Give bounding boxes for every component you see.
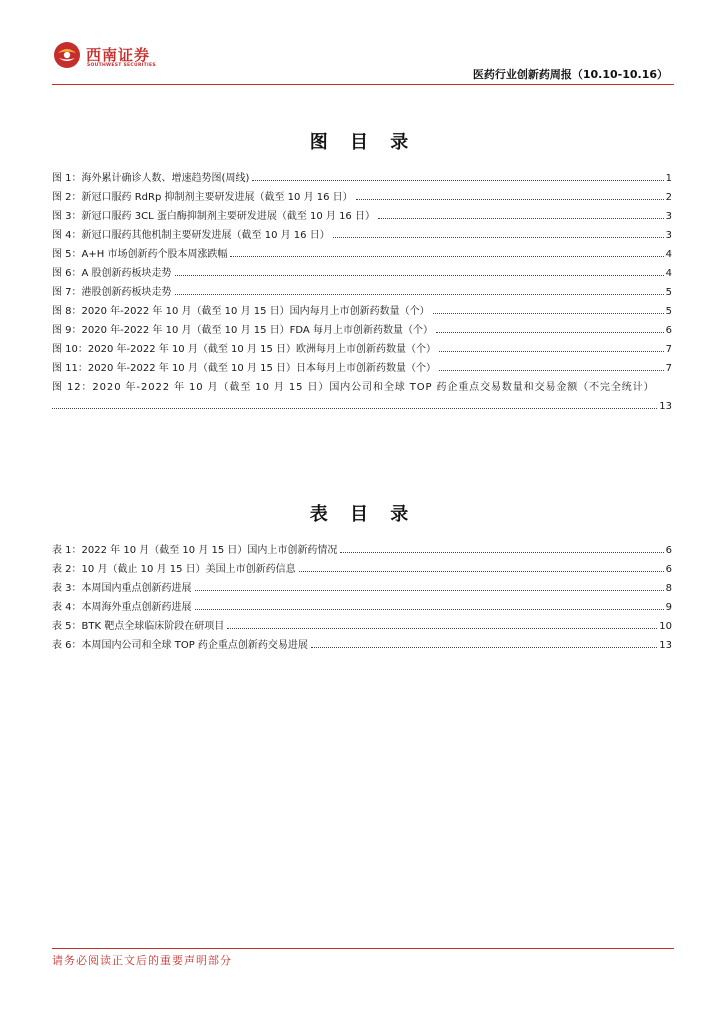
toc-item-page: 8	[665, 583, 672, 594]
figures-toc-title: 图 目 录	[309, 132, 417, 153]
toc-item-page: 9	[665, 602, 672, 613]
tables-toc	[52, 541, 672, 655]
logo-text-en: SOUTHWEST SECURITIES	[87, 63, 156, 68]
header-divider	[52, 84, 674, 85]
toc-leader-dots	[433, 313, 664, 314]
tables-toc-title: 表 目 录	[309, 504, 417, 525]
toc-item-figure-7[interactable]	[52, 283, 672, 302]
toc-item-page: 1	[665, 173, 672, 184]
toc-item-label: 图 12：2020 年-2022 年 10 月（截至 10 月 15 日）国内公司和全球 TOP 药企重点交易数量和交易金额（不完全统计）	[52, 382, 655, 393]
toc-item-page: 7	[665, 344, 672, 355]
toc-leader-dots	[175, 294, 664, 295]
toc-item-label: 图 9：2020 年-2022 年 10 月（截至 10 月 15 日）FDA 每月上市创新药数量（个）	[52, 325, 433, 336]
toc-item-figure-12[interactable]	[52, 378, 672, 416]
toc-item-label: 图 5：A+H 市场创新药个股本周涨跌幅	[52, 249, 228, 260]
toc-leader-dots	[378, 218, 664, 219]
toc-item-page: 5	[665, 287, 672, 298]
toc-item-page: 5	[665, 306, 672, 317]
toc-item-figure-8[interactable]	[52, 302, 672, 321]
toc-leader-dots	[311, 647, 657, 648]
toc-item-figure-5[interactable]	[52, 245, 672, 264]
toc-item-label: 图 10：2020 年-2022 年 10 月（截至 10 月 15 日）欧洲每月上市创新药数量（个）	[52, 344, 437, 355]
toc-leader-dots	[439, 351, 664, 352]
toc-leader-dots	[195, 609, 664, 610]
toc-item-page: 13	[659, 640, 672, 651]
toc-item-table-4[interactable]	[52, 598, 672, 617]
logo-emblem-icon	[52, 40, 82, 70]
toc-item-page: 4	[665, 268, 672, 279]
toc-item-figure-4[interactable]	[52, 226, 672, 245]
toc-item-label: 表 2：10 月（截止 10 月 15 日）美国上市创新药信息	[52, 564, 296, 575]
toc-item-figure-10[interactable]	[52, 340, 672, 359]
toc-leader-dots	[230, 256, 663, 257]
toc-item-label: 图 4：新冠口服药其他机制主要研发进展（截至 10 月 16 日）	[52, 230, 330, 241]
toc-item-table-1[interactable]	[52, 541, 672, 560]
toc-item-label: 图 8：2020 年-2022 年 10 月（截至 10 月 15 日）国内每月上市创新药数量（个）	[52, 306, 430, 317]
toc-item-label: 表 4：本周海外重点创新药进展	[52, 602, 192, 613]
figures-toc	[52, 169, 672, 416]
toc-item-page: 6	[665, 564, 672, 575]
toc-leader-dots	[439, 370, 664, 371]
toc-item-label: 图 3：新冠口服药 3CL 蛋白酶抑制剂主要研发进展（截至 10 月 16 日）	[52, 211, 375, 222]
toc-item-label: 表 1：2022 年 10 月（截至 10 月 15 日）国内上市创新药情况	[52, 545, 338, 556]
toc-leader-dots	[436, 332, 664, 333]
toc-item-page: 6	[665, 545, 672, 556]
toc-leader-dots	[195, 590, 664, 591]
toc-item-page: 4	[665, 249, 672, 260]
company-logo	[52, 40, 252, 76]
toc-item-page: 6	[665, 325, 672, 336]
toc-item-table-2[interactable]	[52, 560, 672, 579]
toc-leader-dots	[356, 199, 664, 200]
toc-leader-dots	[227, 628, 657, 629]
toc-item-label: 图 1：海外累计确诊人数、增速趋势图(周线)	[52, 173, 250, 184]
logo-text-cn: 西南证券	[86, 46, 151, 64]
toc-item-figure-2[interactable]	[52, 188, 672, 207]
toc-leader-dots	[175, 275, 664, 276]
toc-item-table-5[interactable]	[52, 617, 672, 636]
toc-item-figure-11[interactable]	[52, 359, 672, 378]
toc-item-page: 3	[665, 211, 672, 222]
toc-item-table-3[interactable]	[52, 579, 672, 598]
toc-leader-dots	[252, 180, 663, 181]
toc-item-figure-6[interactable]	[52, 264, 672, 283]
toc-leader-dots	[340, 552, 663, 553]
toc-item-page: 10	[659, 621, 672, 632]
toc-item-label: 图 6：A 股创新药板块走势	[52, 268, 172, 279]
toc-item-label: 图 7：港股创新药板块走势	[52, 287, 172, 298]
toc-item-label: 图 2：新冠口服药 RdRp 抑制剂主要研发进展（截至 10 月 16 日）	[52, 192, 353, 203]
page-header	[52, 40, 674, 86]
toc-item-page: 3	[665, 230, 672, 241]
footer-disclaimer: 请务必阅读正文后的重要声明部分	[52, 954, 232, 967]
toc-item-figure-1[interactable]	[52, 169, 672, 188]
toc-item-page: 2	[665, 192, 672, 203]
footer-divider	[52, 948, 674, 949]
toc-item-table-6[interactable]	[52, 636, 672, 655]
toc-item-page: 13	[659, 401, 672, 412]
toc-leader-dots	[333, 237, 664, 238]
toc-item-figure-9[interactable]	[52, 321, 672, 340]
toc-item-figure-3[interactable]	[52, 207, 672, 226]
report-title: 医药行业创新药周报（10.10-10.16）	[472, 68, 668, 81]
toc-item-label: 图 11：2020 年-2022 年 10 月（截至 10 月 15 日）日本每月上市创新药数量（个）	[52, 363, 437, 374]
toc-leader-dots	[299, 571, 664, 572]
toc-item-label: 表 5：BTK 靶点全球临床阶段在研项目	[52, 621, 225, 632]
toc-item-label: 表 3：本周国内重点创新药进展	[52, 583, 192, 594]
toc-item-page: 7	[665, 363, 672, 374]
toc-leader-dots	[52, 408, 657, 409]
toc-item-label: 表 6：本周国内公司和全球 TOP 药企重点创新药交易进展	[52, 640, 308, 651]
